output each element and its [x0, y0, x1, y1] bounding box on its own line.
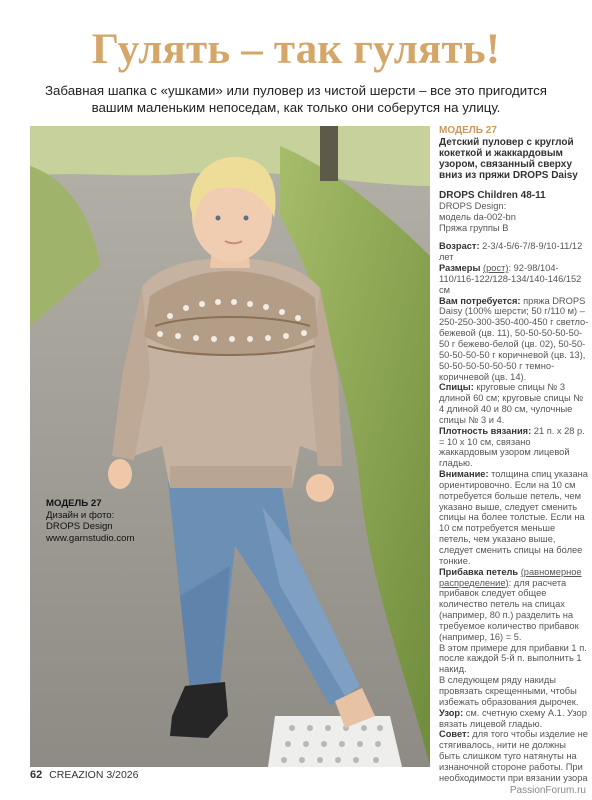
section-label: Совет: — [439, 729, 473, 740]
pattern-section — [439, 729, 589, 783]
section-link: (рост) — [483, 263, 509, 274]
caption-url: www.garnstudio.com — [46, 532, 135, 544]
section-text: толщина спиц указана ориентировочно. Если на 10 см потребуется больше петель, чем указано выше, следует сменить спицы на более толстые. Если на 10 см потребуется меньше петель, чем указано выше, следует сменить спицы на более тонкие. — [439, 469, 588, 566]
page-title: Гулять – так гулять! — [91, 26, 501, 73]
page-number: 62 — [30, 769, 43, 781]
pattern-model: МОДЕЛЬ 27 — [439, 125, 497, 136]
section-text: см. счетную схему А.1. Узор вязать лицевой гладью. — [439, 707, 587, 729]
pattern-section — [439, 675, 589, 708]
caption-brand: DROPS Design — [46, 521, 113, 532]
pattern-section — [439, 643, 589, 676]
pattern-section — [439, 296, 589, 383]
section-label: Спицы: — [439, 382, 477, 393]
pattern-section — [439, 263, 589, 296]
section-label: Узор: — [439, 707, 466, 718]
section-link: (равномерное распределение) — [439, 566, 582, 588]
section-text: В этом примере для прибавки 1 п. после каждой 5-й п. выполнить 1 накид. — [439, 642, 587, 675]
section-label: Плотность вязания: — [439, 425, 534, 436]
watermark: PassionForum.ru — [509, 785, 586, 796]
pattern-section — [439, 469, 589, 567]
section-text: 2-3/4-5/6-7/8-9/10-11/12 лет — [439, 241, 583, 263]
pattern-design-model: модель da-002-bn — [439, 211, 516, 222]
section-text: пряжа DROPS Daisy (100% шерсти; 50 г/110 м) – 250-250-300-350-400-450 г светло-бежевой (цв. 11), 50-50-50-50-50-50 г бежево-белой (цв. 02), 50-50-50-50-50-50 г коричневой (цв. 13), 50-50-50-50-50-50 г темно-коричневой (цв. 14). — [439, 295, 589, 382]
section-text: В следующем ряду накиды провязать скрещенными, чтобы избежать образования дырочек. — [439, 675, 579, 707]
section-text: для того чтобы изделие не стягивалось, нити не должны быть слишком туго натянуты на изнаночной стороне работы. При необходимости при вязании узора — [439, 729, 588, 783]
pattern-column — [439, 126, 589, 784]
section-label: Возраст: — [439, 241, 483, 252]
photo-caption — [46, 498, 135, 544]
section-text: : 92-98/104-110/116-122/128-134/140-146/152 см — [439, 263, 582, 295]
section-label: Вам потребуется: — [439, 295, 524, 306]
pattern-section — [439, 382, 589, 425]
page-footer — [30, 769, 138, 781]
pattern-code: DROPS Children 48-11 — [439, 189, 546, 201]
pattern-section — [439, 567, 589, 643]
magazine-issue: CREAZION 3/2026 — [49, 769, 139, 781]
section-text: 21 п. х 28 р. = 10 х 10 см, связано жаккардовым узором лицевой гладью. — [439, 425, 585, 469]
section-label: Размеры — [439, 263, 484, 274]
pattern-section — [439, 241, 589, 263]
page-subtitle: Забавная шапка с «ушками» или пуловер из чистой шерсти – все это пригодится вашим маленьким непоседам, как только они соберутся на улицу. — [45, 83, 547, 115]
pattern-yarn-group: Пряжа группы B — [439, 222, 509, 233]
pattern-designer: DROPS Design: — [439, 200, 507, 211]
caption-model: МОДЕЛЬ 27 — [46, 498, 102, 509]
photo-illustration — [30, 126, 430, 767]
section-label: Прибавка петель — [439, 566, 521, 577]
section-text: круговые спицы № 3 длиной 60 см; круговые спицы № 4 длиной 40 и 80 см, чулочные спицы № 3 и 4. — [439, 382, 584, 425]
pattern-heading: Детский пуловер с круглой кокеткой и жаккардовым узором, связанный сверху вниз из пряжи DROPS Daisy — [439, 136, 578, 182]
pattern-section — [439, 708, 589, 730]
section-text: : для расчета прибавок следует общее количество петель на спицах (например, 80 п.) разделить на требуемое количество прибавок (например, 16) = 5. — [439, 577, 579, 642]
pattern-section — [439, 426, 589, 469]
caption-design: Дизайн и фото: — [46, 509, 115, 521]
model-photo — [30, 126, 430, 767]
pattern-sections — [439, 241, 589, 783]
section-label: Внимание: — [439, 469, 492, 480]
